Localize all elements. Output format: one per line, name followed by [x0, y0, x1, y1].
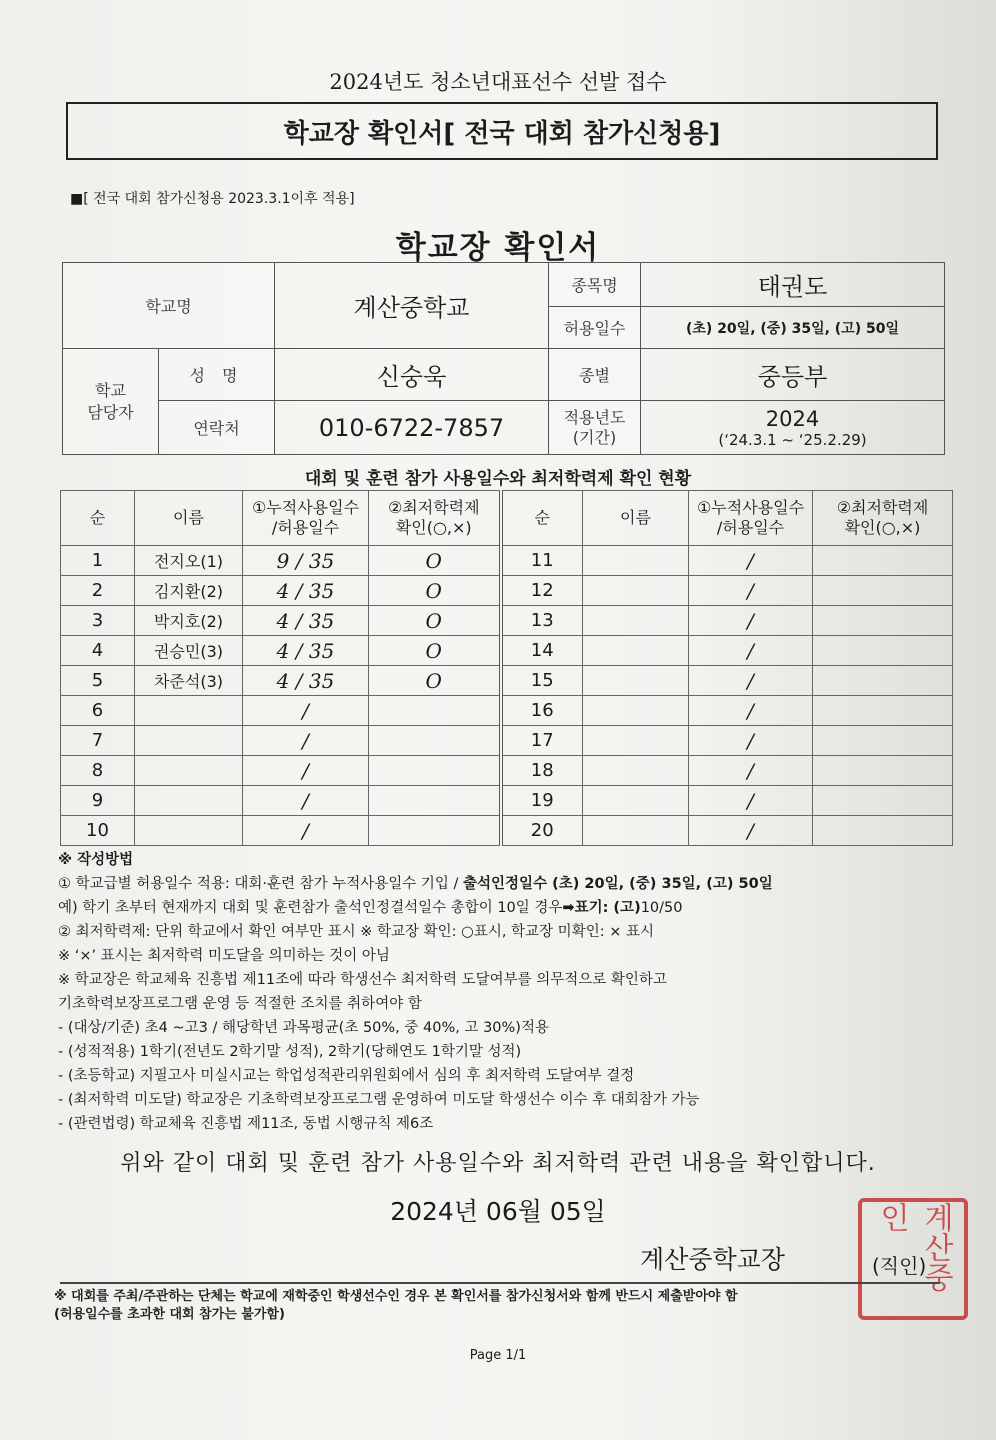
table-row: [61, 756, 953, 786]
guide-line: - (대상/기준) 초4 ~고3 / 해당학년 과목평균(초 50%, 중 40%, 고 30%)적용: [58, 1020, 549, 1036]
guide-line: ② 최저학력제: 단위 학교에서 확인 여부만 표시 ※ 학교장 확인: ○표시, 학교장 미확인: × 표시: [58, 924, 654, 940]
table-row: [61, 576, 953, 606]
allowed-value: (초) 20일, (중) 35일, (고) 50일: [641, 307, 945, 349]
row-name: [135, 786, 243, 816]
row-check: [369, 786, 501, 816]
row-no: 14: [501, 636, 583, 666]
row-name: [583, 576, 689, 606]
row-days: /: [689, 576, 813, 606]
row-name: [583, 756, 689, 786]
row-days: /: [689, 606, 813, 636]
guide-line: - (관련법령) 학교체육 진흥법 제11조, 동법 시행규칙 제6조: [58, 1116, 434, 1132]
footnote: [54, 1288, 954, 1324]
row-name: 차준석(3): [135, 666, 243, 696]
row-check: [369, 756, 501, 786]
row-name: 박지호(2): [135, 606, 243, 636]
table-row: [61, 696, 953, 726]
row-check: [813, 786, 953, 816]
row-days: /: [689, 726, 813, 756]
row-check: [813, 606, 953, 636]
section-title: 대회 및 훈련 참가 사용일수와 최저학력제 확인 현황: [304, 469, 692, 489]
guide-bold-text: 출석인정일수 (초) 20일, (중) 35일, (고) 50일: [463, 876, 773, 892]
row-check: [813, 576, 953, 606]
row-name: [135, 726, 243, 756]
contact-label: 연락처: [159, 401, 275, 455]
row-check: O: [369, 636, 501, 666]
manager-label: 학교 담당자: [63, 349, 159, 455]
info-table: [62, 262, 945, 455]
row-name: [583, 696, 689, 726]
row-check: [813, 756, 953, 786]
category-label: 종별: [549, 349, 641, 401]
guide-line: ※ ‘×’ 표시는 최저학력 미도달을 의미하는 것이 아님: [58, 948, 390, 964]
row-days: /: [689, 636, 813, 666]
row-days: /: [689, 786, 813, 816]
row-name: 권승민(3): [135, 636, 243, 666]
row-no: 13: [501, 606, 583, 636]
name-value: 신숭욱: [275, 349, 549, 401]
header-days: ①누적사용일수 /허용일수: [243, 491, 369, 546]
row-no: 2: [61, 576, 135, 606]
row-check: [813, 666, 953, 696]
row-name: [583, 666, 689, 696]
writing-guide: [58, 848, 938, 1136]
table-row: [61, 786, 953, 816]
guide-line: - (초등학교) 지필고사 미실시교는 학업성적관리위원회에서 심의 후 최저학력 도달여부 결정: [58, 1068, 635, 1084]
row-days: /: [243, 786, 369, 816]
header-name: 이름: [135, 491, 243, 546]
header-no: 순: [501, 491, 583, 546]
row-no: 8: [61, 756, 135, 786]
header-days: ①누적사용일수 /허용일수: [689, 491, 813, 546]
header-check: ②최저학력제 확인(○,×): [813, 491, 953, 546]
row-no: 1: [61, 546, 135, 576]
row-no: 17: [501, 726, 583, 756]
row-no: 5: [61, 666, 135, 696]
row-check: [813, 546, 953, 576]
row-name: [583, 816, 689, 846]
guide-text: 10/50: [640, 900, 683, 916]
row-days: /: [243, 726, 369, 756]
row-name: [583, 726, 689, 756]
header-name: 이름: [583, 491, 689, 546]
guide-text: 예) 학기 초부터 현재까지 대회 및 훈련참가 출석인정결석일수 총합이 10일 경우: [58, 900, 563, 916]
row-no: 7: [61, 726, 135, 756]
row-days: /: [689, 696, 813, 726]
guide-line: - (성적적용) 1학기(전년도 2학기말 성적), 2학기(당해연도 1학기말 성적): [58, 1044, 522, 1060]
row-days: /: [689, 666, 813, 696]
seal-mark: (직인): [872, 1254, 927, 1278]
footnote-line: (허용일수를 초과한 대회 참가는 불가함): [54, 1307, 285, 1322]
title-box: 학교장 확인서[ 전국 대회 참가신청용]: [66, 102, 938, 160]
sport-label: 종목명: [549, 263, 641, 307]
official-seal: 계산중인: [858, 1198, 968, 1320]
row-check: O: [369, 546, 501, 576]
table-row: [61, 606, 953, 636]
row-no: 20: [501, 816, 583, 846]
guide-line: ※ 학교장은 학교체육 진흥법 제11조에 따라 학생선수 최저학력 도달여부를 의무적으로 확인하고: [58, 972, 667, 988]
guide-line: 기초학력보장프로그램 운영 등 적절한 조치를 취하여야 함: [58, 996, 422, 1012]
issue-date: 2024년 06월 05일: [390, 1197, 606, 1226]
page-number: Page 1/1: [469, 1348, 527, 1363]
row-check: O: [369, 576, 501, 606]
row-days: /: [689, 756, 813, 786]
year-value: 2024: [765, 406, 820, 431]
form-title: 학교장 확인서: [395, 230, 601, 266]
year-cell: [641, 401, 945, 455]
row-days: 4 / 35: [243, 636, 369, 666]
applies-note: ■[ 전국 대회 참가신청용 2023.3.1이후 적용]: [70, 191, 355, 207]
row-days: 4 / 35: [243, 606, 369, 636]
row-no: 19: [501, 786, 583, 816]
divider: [60, 1282, 940, 1284]
row-name: [135, 696, 243, 726]
row-days: 4 / 35: [243, 666, 369, 696]
table-row: [61, 726, 953, 756]
row-check: [813, 726, 953, 756]
guide-line: [58, 872, 938, 896]
allowed-label: 허용일수: [549, 307, 641, 349]
table-row: [61, 816, 953, 846]
row-check: O: [369, 666, 501, 696]
row-no: 10: [61, 816, 135, 846]
row-no: 9: [61, 786, 135, 816]
row-days: /: [243, 756, 369, 786]
sport-value: 태권도: [641, 263, 945, 307]
document-header: 2024년도 청소년대표선수 선발 접수: [329, 70, 667, 94]
row-check: [369, 816, 501, 846]
row-no: 3: [61, 606, 135, 636]
confirm-text: 위와 같이 대회 및 훈련 참가 사용일수와 최저학력 관련 내용을 확인합니다.: [120, 1151, 876, 1176]
header-no: 순: [61, 491, 135, 546]
table-row: [61, 636, 953, 666]
row-check: [813, 696, 953, 726]
table-row: [61, 546, 953, 576]
row-days: 4 / 35: [243, 576, 369, 606]
row-days: /: [243, 816, 369, 846]
row-check: [369, 726, 501, 756]
row-name: [135, 816, 243, 846]
row-name: [135, 756, 243, 786]
row-check: [813, 816, 953, 846]
school-value: 계산중학교: [275, 263, 549, 349]
row-days: /: [689, 816, 813, 846]
row-name: 전지오(1): [135, 546, 243, 576]
row-no: 11: [501, 546, 583, 576]
row-name: [583, 636, 689, 666]
row-check: [369, 696, 501, 726]
principal-name: 계산중학교장: [640, 1245, 785, 1274]
guide-text: ① 학교급별 허용일수 적용: 대회·훈련 참가 누적사용일수 기입 /: [58, 876, 464, 892]
name-label: 성 명: [159, 349, 275, 401]
row-check: O: [369, 606, 501, 636]
row-name: [583, 786, 689, 816]
guide-line: - (최저학력 미도달) 학교장은 기초학력보장프로그램 운영하여 미도달 학생선수 이수 후 대회참가 가능: [58, 1092, 700, 1108]
row-name: [583, 546, 689, 576]
footnote-line: ※ 대회를 주최/주관하는 단체는 학교에 재학중인 학생선수인 경우 본 확인서를 참가신청서와 함께 반드시 제출받아야 함: [54, 1289, 738, 1304]
row-days: /: [689, 546, 813, 576]
row-days: /: [243, 696, 369, 726]
row-days: 9 / 35: [243, 546, 369, 576]
row-no: 18: [501, 756, 583, 786]
row-name: 김지환(2): [135, 576, 243, 606]
contact-value: 010-6722-7857: [275, 401, 549, 455]
table-row: [61, 666, 953, 696]
row-no: 4: [61, 636, 135, 666]
row-name: [583, 606, 689, 636]
year-period: (‘24.3.1 ~ ‘25.2.29): [718, 430, 867, 449]
school-label: 학교명: [63, 263, 275, 349]
row-no: 16: [501, 696, 583, 726]
row-check: [813, 636, 953, 666]
records-table: [60, 490, 953, 846]
header-check: ②최저학력제 확인(○,×): [369, 491, 501, 546]
category-value: 중등부: [641, 349, 945, 401]
guide-bold-text: ➡표기: (고): [562, 900, 641, 916]
guide-line: [58, 896, 938, 920]
row-no: 12: [501, 576, 583, 606]
guide-heading: ※ 작성방법: [58, 852, 134, 868]
row-no: 6: [61, 696, 135, 726]
row-no: 15: [501, 666, 583, 696]
year-label: 적용년도 (기간): [549, 401, 641, 455]
